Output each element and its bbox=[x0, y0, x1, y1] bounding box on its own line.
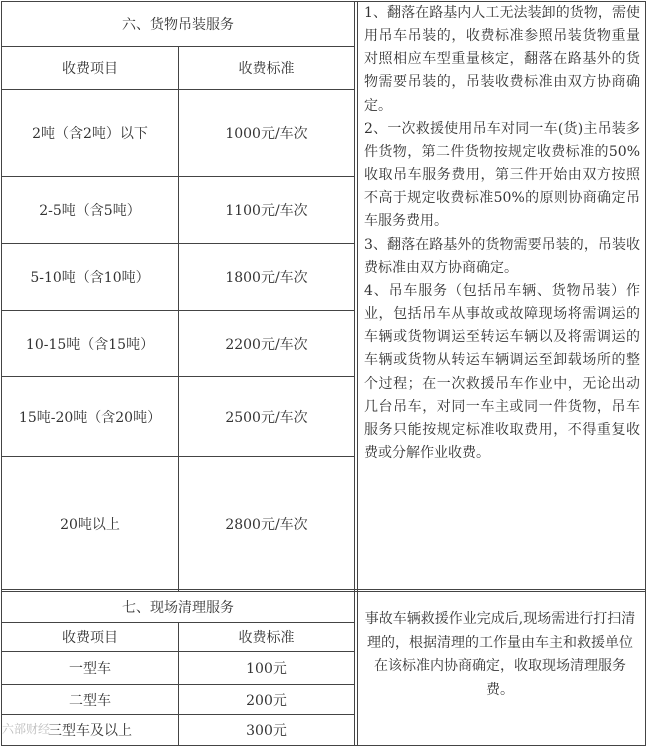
hoisting-col-standard: 收费标准 bbox=[238, 61, 295, 77]
cleanup-row-standard: 300元 bbox=[246, 723, 287, 739]
hoisting-row-standard: 1800元/车次 bbox=[225, 270, 308, 286]
cleanup-row-item: 一型车 bbox=[69, 661, 111, 677]
column-divider bbox=[178, 46, 179, 591]
row-divider bbox=[1, 651, 355, 652]
cleanup-note bbox=[358, 608, 642, 702]
section-divider bbox=[1, 591, 646, 592]
hoisting-note: 3、翻落在路基外的货物需要吊装的，吊装收费标准由双方协商确定。 bbox=[364, 236, 640, 276]
table-border bbox=[1, 1, 2, 746]
row-divider bbox=[1, 376, 355, 377]
hoisting-row-standard: 2200元/车次 bbox=[225, 336, 308, 353]
cleanup-col-standard: 收费标准 bbox=[238, 630, 295, 646]
cleanup-row-item: 三型车及以上 bbox=[48, 723, 132, 739]
hoisting-row-standard: 1000元/车次 bbox=[225, 126, 308, 142]
row-divider bbox=[1, 243, 355, 244]
watermark: 六部财经 bbox=[2, 722, 51, 736]
hoisting-note: 2、一次救援使用吊车对同一车(货)主吊装多件货物，第二件货物按规定收费标准的50%收取吊车服务费用，第三件开始由双方按照不高于规定收费标准50%的原则协商确定吊车服务费用。 bbox=[364, 120, 640, 230]
row-divider bbox=[1, 622, 355, 623]
hoisting-row-item: 2-5吨（含5吨） bbox=[39, 203, 141, 219]
row-divider bbox=[1, 684, 355, 685]
section-divider bbox=[1, 589, 646, 590]
row-divider bbox=[1, 89, 355, 90]
hoisting-row-item: 20吨以上 bbox=[60, 516, 120, 533]
cleanup-row-item: 二型车 bbox=[69, 692, 111, 709]
column-divider bbox=[357, 1, 358, 746]
hoisting-row-standard: 1100元/车次 bbox=[225, 203, 308, 219]
table-border bbox=[1, 1, 646, 2]
hoisting-row-item: 5-10吨（含10吨） bbox=[30, 270, 150, 286]
table-border bbox=[645, 1, 646, 746]
hoisting-row-item: 10-15吨（含15吨） bbox=[25, 336, 155, 353]
row-divider bbox=[1, 46, 355, 47]
row-divider bbox=[1, 310, 355, 311]
row-divider bbox=[1, 714, 355, 715]
hoisting-note: 4、吊车服务（包括吊车辆、货物吊装）作业，包括吊车从事故或故障现场将需调运的车辆或货物调运至转运车辆以及将需调运的车辆或货物从转运车辆调运至卸载场所的整个过程；在一次救援吊车作业中，无论出动几台吊车，对同一车主或同一件货物，吊车服务只能按规定标准收取费用，不得重复收费或分解作业收费。 bbox=[364, 282, 640, 461]
cleanup-row-standard: 200元 bbox=[246, 692, 287, 709]
cleanup-col-item: 收费项目 bbox=[62, 630, 118, 646]
cleanup-note-text: 事故车辆救援作业完成后,现场需进行打扫清理的，根据清理的工作量由车主和救援单位在该标准内协商确定，收取现场清理服务费。 bbox=[364, 611, 636, 698]
hoisting-col-item: 收费项目 bbox=[62, 61, 118, 77]
column-divider bbox=[354, 1, 355, 746]
hoisting-note: 1、翻落在路基内人工无法装卸的货物，需使用吊车吊装的，收费标准参照吊装货物重量对照相应车型重量核定，翻落在路基外的货物需要吊装的，吊装收费标准由双方协商确定。 bbox=[364, 5, 640, 114]
table-border bbox=[1, 745, 646, 746]
hoisting-notes bbox=[358, 2, 642, 465]
cleanup-row-standard: 100元 bbox=[246, 661, 287, 677]
hoisting-row-standard: 2800元/车次 bbox=[225, 516, 308, 533]
row-divider bbox=[1, 176, 355, 177]
cleanup-section-title: 七、现场清理服务 bbox=[122, 600, 234, 616]
hoisting-row-item: 15吨-20吨（含20吨） bbox=[18, 409, 162, 426]
hoisting-row-standard: 2500元/车次 bbox=[225, 409, 308, 426]
row-divider bbox=[1, 456, 355, 457]
hoisting-section-title: 六、货物吊装服务 bbox=[122, 17, 234, 33]
hoisting-row-item: 2吨（含2吨）以下 bbox=[32, 126, 148, 142]
